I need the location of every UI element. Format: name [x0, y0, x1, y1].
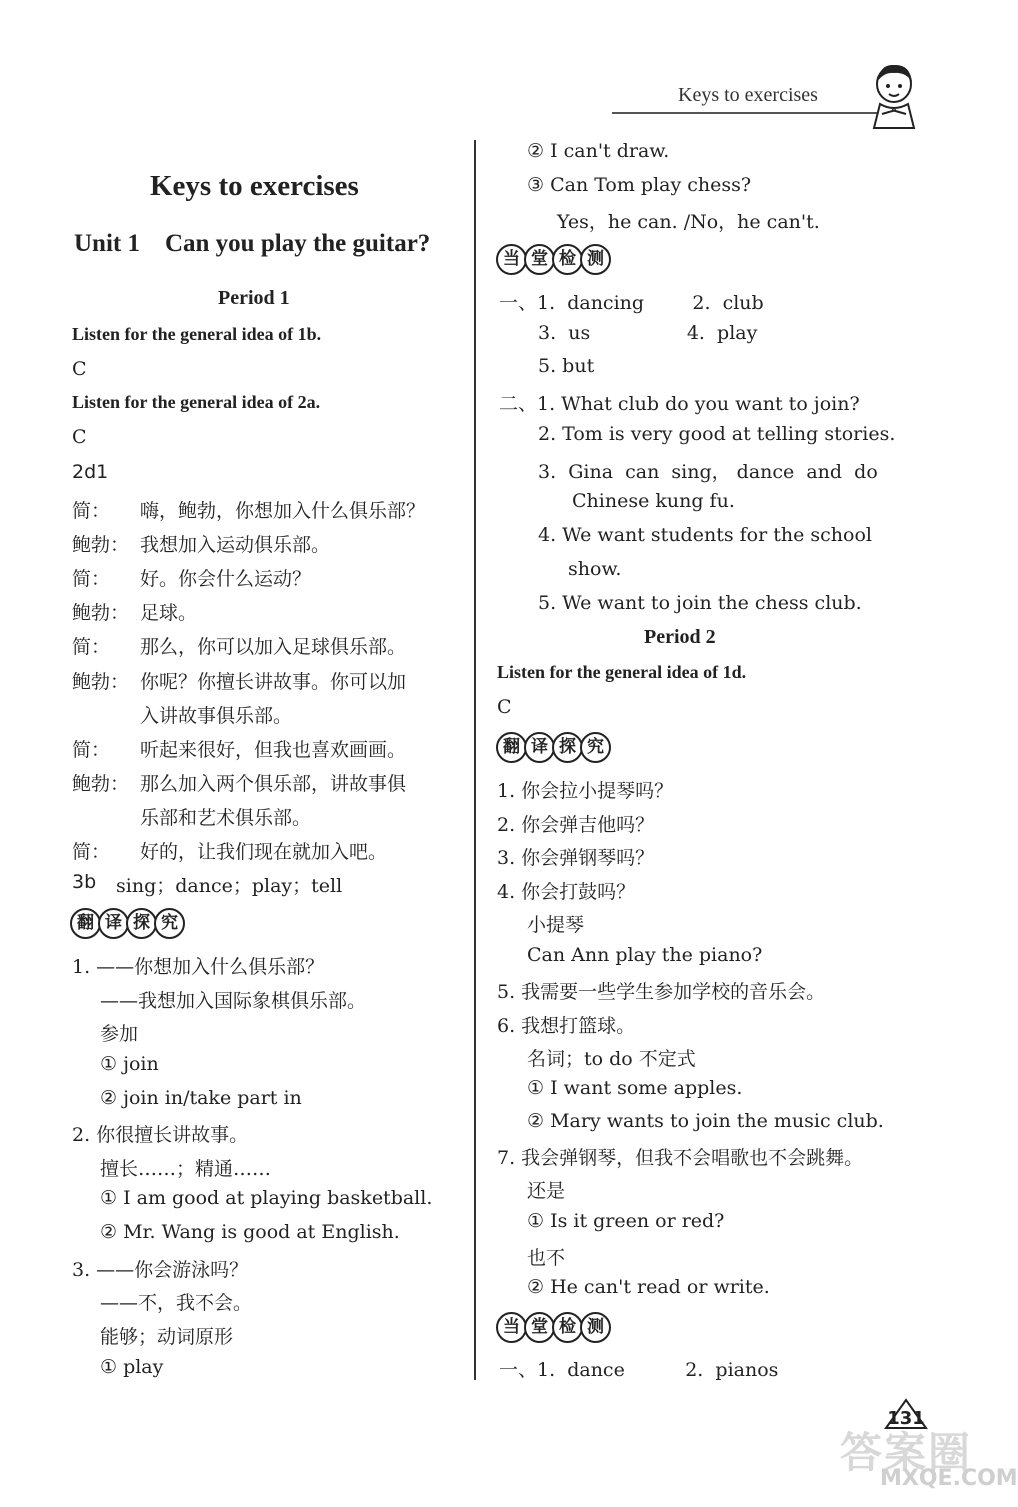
dialogue-text: 那么，你可以加入足球俱乐部。	[140, 636, 407, 658]
list-item: ① I am good at playing basketball.	[100, 1187, 433, 1209]
list-item: ② I can't draw.	[527, 140, 670, 162]
list-item: 也不	[527, 1247, 566, 1269]
dialogue-text: 好。你会什么运动？	[140, 568, 312, 590]
list-item: ① join	[100, 1053, 159, 1075]
running-header: Keys to exercises	[678, 84, 818, 106]
list-item: 一、1. dance 2. pianos	[499, 1359, 779, 1381]
list-item: ① I want some apples.	[527, 1077, 743, 1099]
dialogue-speaker: 简：	[72, 500, 111, 522]
label-2d1: 2d1	[72, 461, 109, 483]
badge-char: 当	[496, 244, 527, 275]
badge-char: 译	[98, 908, 129, 939]
dialogue-text: 那么加入两个俱乐部，讲故事俱	[140, 773, 407, 795]
list-item: 二、1. What club do you want to join?	[499, 393, 860, 415]
list-item: 1. ——你想加入什么俱乐部？	[72, 956, 325, 978]
dialogue-speaker: 鲍勃：	[72, 602, 130, 624]
badge-char: 检	[552, 244, 583, 275]
section-badge-translate	[70, 908, 182, 939]
list-item: 名词；to do 不定式	[527, 1048, 696, 1070]
list-item: 3. ——你会游泳吗？	[72, 1259, 249, 1281]
section-badge-translate	[496, 732, 608, 763]
period-2-heading: Period 2	[644, 626, 716, 648]
dialogue-speaker: 简：	[72, 739, 111, 761]
answer-1b: C	[72, 358, 87, 380]
header-rule	[612, 112, 880, 114]
dialogue-text: 我想加入运动俱乐部。	[140, 534, 331, 556]
dialogue-text: 乐部和艺术俱乐部。	[140, 807, 312, 829]
dialogue-speaker: 鲍勃：	[72, 534, 130, 556]
list-item: ——不，我不会。	[100, 1292, 253, 1314]
listen-2a: Listen for the general idea of 2a.	[72, 392, 321, 412]
badge-char: 译	[524, 732, 555, 763]
list-item: 5. 我需要一些学生参加学校的音乐会。	[497, 981, 826, 1003]
badge-char: 翻	[496, 732, 527, 763]
list-item: 2. 你会弹吉他吗？	[497, 814, 655, 836]
badge-char: 究	[154, 908, 185, 939]
dialogue-speaker: 鲍勃：	[72, 671, 130, 693]
dialogue-speaker: 简：	[72, 841, 111, 863]
list-item: ② join in/take part in	[100, 1087, 302, 1109]
list-item: Yes，he can. /No，he can't.	[557, 211, 820, 233]
list-item: 4. 你会打鼓吗？	[497, 881, 636, 903]
badge-char: 堂	[524, 1312, 555, 1343]
answer-3b: sing；dance；play；tell	[116, 875, 343, 897]
list-item: ② Mary wants to join the music club.	[527, 1110, 884, 1132]
list-item: 3. us 4. play	[538, 322, 758, 344]
list-item: 2. 你很擅长讲故事。	[72, 1124, 249, 1146]
page-number: 131	[887, 1408, 925, 1429]
dialogue-speaker: 简：	[72, 568, 111, 590]
dialogue-speaker: 简：	[72, 636, 111, 658]
list-item: 1. 你会拉小提琴吗？	[497, 780, 674, 802]
dialogue-speaker: 鲍勃：	[72, 773, 130, 795]
badge-char: 检	[552, 1312, 583, 1343]
badge-char: 当	[496, 1312, 527, 1343]
list-item: 能够；动词原形	[100, 1326, 234, 1348]
list-item: 3. Gina can sing， dance and do	[538, 461, 878, 483]
list-item: ③ Can Tom play chess?	[527, 174, 752, 196]
answer-2a: C	[72, 426, 87, 448]
list-item: 2. Tom is very good at telling stories.	[538, 423, 896, 445]
badge-char: 探	[552, 732, 583, 763]
list-item: 7. 我会弹钢琴，但我不会唱歌也不会跳舞。	[497, 1147, 864, 1169]
listen-1b: Listen for the general idea of 1b.	[72, 324, 322, 344]
section-badge-check	[496, 244, 608, 275]
period-1-heading: Period 1	[218, 287, 290, 309]
answer-1d: C	[497, 696, 512, 718]
list-item: 3. 你会弹钢琴吗？	[497, 847, 655, 869]
label-3b: 3b	[72, 871, 97, 893]
unit-title: Unit 1 Can you play the guitar?	[74, 230, 431, 257]
list-item: 擅长……；精通……	[100, 1158, 272, 1180]
list-item: 5. We want to join the chess club.	[538, 592, 862, 614]
watermark-logo: 答案圈	[840, 1428, 973, 1477]
list-item: 6. 我想打篮球。	[497, 1015, 636, 1037]
dialogue-text: 足球。	[140, 602, 198, 624]
dialogue-text: 好的，让我们现在就加入吧。	[140, 841, 388, 863]
list-item: 还是	[527, 1180, 566, 1202]
list-item: ① Is it green or red?	[527, 1210, 725, 1232]
list-item: Can Ann play the piano?	[527, 944, 763, 966]
list-item: 5. but	[538, 355, 595, 377]
badge-char: 测	[580, 244, 611, 275]
badge-char: 测	[580, 1312, 611, 1343]
list-item: ——我想加入国际象棋俱乐部。	[100, 990, 367, 1012]
badge-char: 究	[580, 732, 611, 763]
list-item: Chinese kung fu.	[572, 490, 735, 512]
list-item: 小提琴	[527, 914, 585, 936]
girl-mascot-icon	[866, 60, 922, 130]
list-item: 一、1. dancing 2. club	[499, 292, 764, 314]
dialogue-text: 你呢？你擅长讲故事。你可以加	[140, 671, 407, 693]
page-title: Keys to exercises	[150, 170, 359, 202]
badge-char: 翻	[70, 908, 101, 939]
badge-char: 探	[126, 908, 157, 939]
dialogue-text: 听起来很好，但我也喜欢画画。	[140, 739, 407, 761]
list-item: 参加	[100, 1023, 139, 1045]
watermark-url: MXQE.COM	[880, 1466, 1018, 1491]
column-divider	[474, 140, 476, 1380]
list-item: ② He can't read or write.	[527, 1276, 770, 1298]
list-item: ② Mr. Wang is good at English.	[100, 1221, 400, 1243]
section-badge-check	[496, 1312, 608, 1343]
list-item: show.	[568, 558, 622, 580]
dialogue-text: 嗨，鲍勃，你想加入什么俱乐部？	[140, 500, 426, 522]
list-item: ① play	[100, 1356, 164, 1378]
list-item: 4. We want students for the school	[538, 524, 872, 546]
badge-char: 堂	[524, 244, 555, 275]
listen-1d: Listen for the general idea of 1d.	[497, 662, 747, 682]
dialogue-text: 入讲故事俱乐部。	[140, 705, 293, 727]
